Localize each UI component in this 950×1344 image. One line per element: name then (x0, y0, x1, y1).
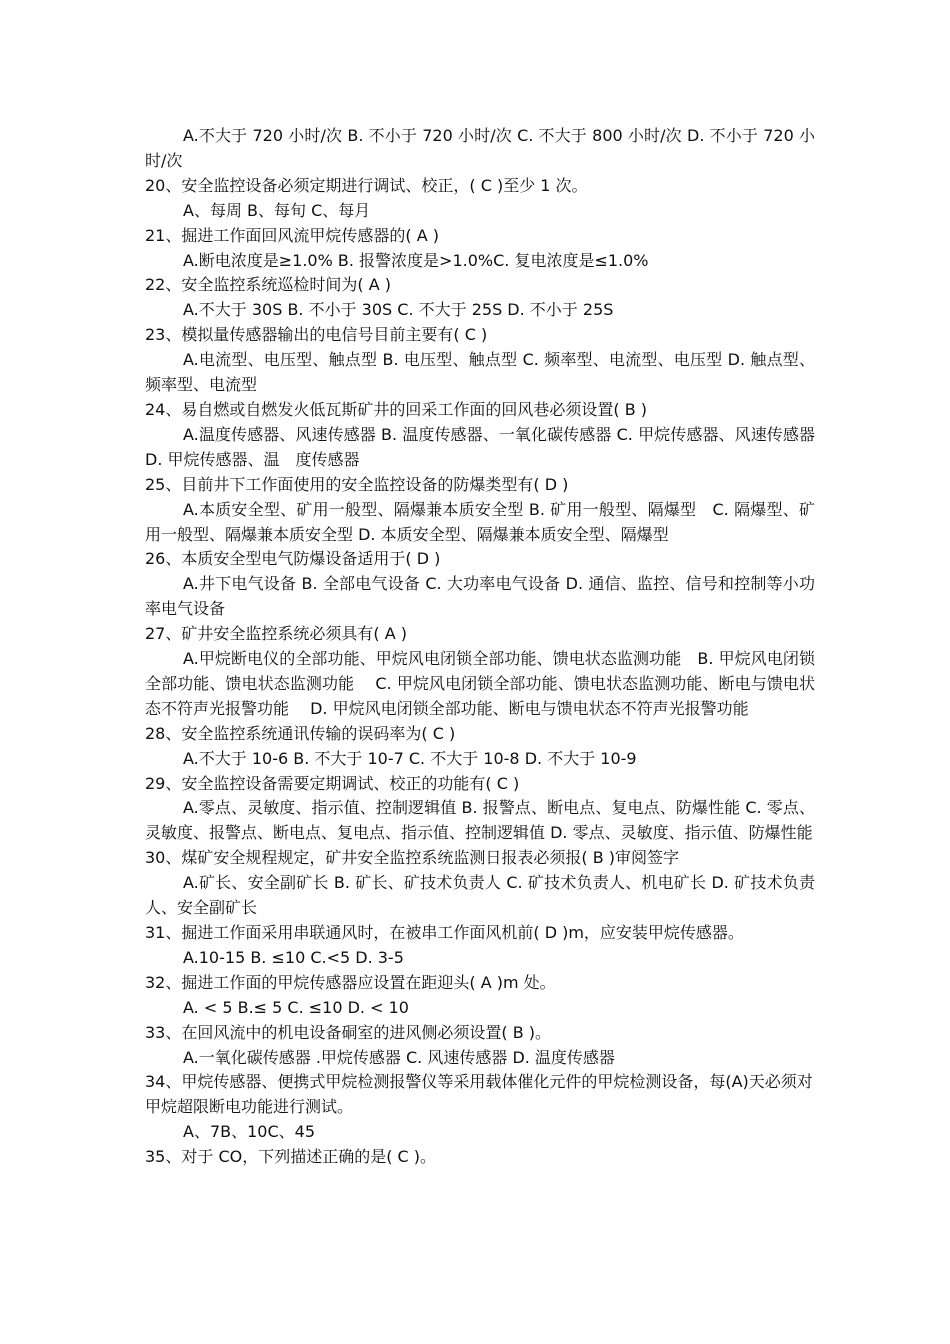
answer-options: A.不大于 720 小时/次 B. 不小于 720 小时/次 C. 不大于 800 小时/次 D. 不小于 720 小时/次 (145, 126, 815, 170)
answer-options: A.温度传感器、风速传感器 B. 温度传感器、一氧化碳传感器 C. 甲烷传感器、风速传感器 D. 甲烷传感器、温 度传感器 (145, 424, 815, 469)
question-29: 29、安全监控设备需要定期调试、校正的功能有( C ) (145, 773, 520, 793)
answer-options: A.不大于 30S B. 不小于 30S C. 不大于 25S D. 不小于 25S (183, 300, 614, 320)
question-31: 31、掘进工作面采用串联通风时，在被串工作面风机前( D )m，应安装甲烷传感器。 (145, 923, 744, 942)
answer-options: A.电流型、电压型、触点型 B. 电压型、触点型 C. 频率型、电流型、电压型 D. 触点型、频率型、电流型 (145, 350, 815, 395)
answer-options: A、每周 B、每旬 C、每月 (183, 200, 371, 220)
answer-options: A.断电浓度是≥1.0% B. 报警浓度是>1.0%C. 复电浓度是≤1.0% (183, 250, 649, 270)
question-24: 24、易自燃或自燃发火低瓦斯矿井的回采工作面的回风巷必须设置( B ) (145, 399, 647, 419)
question-26: 26、本质安全型电气防爆设备适用于( D ) (145, 549, 441, 569)
question-28: 28、安全监控系统通讯传输的误码率为( C ) (145, 723, 456, 743)
question-25: 25、目前井下工作面使用的安全监控设备的防爆类型有( D ) (145, 474, 569, 494)
answer-options: A、7B、10C、45 (183, 1122, 315, 1142)
question-30: 30、煤矿安全规程规定，矿井安全监控系统监测日报表必须报( B )审阅签字 (145, 848, 679, 868)
answer-options: A. < 5 B.≤ 5 C. ≤10 D. < 10 (183, 997, 409, 1017)
question-20: 20、安全监控设备必须定期进行调试、校正，( C )至少 1 次。 (145, 175, 588, 195)
answer-options: A.零点、灵敏度、指示值、控制逻辑值 B. 报警点、断电点、复电点、防爆性能 C. 零点、灵敏度、报警点、断电点、复电点、指示值、控制逻辑值 D. 零点、灵敏度、指示值、防爆性能 (145, 798, 815, 843)
answer-options: A.10-15 B. ≤10 C.<5 D. 3-5 (183, 947, 404, 967)
answer-options: A.井下电气设备 B. 全部电气设备 C. 大功率电气设备 D. 通信、监控、信号和控制等小功率电气设备 (145, 574, 815, 619)
question-23: 23、模拟量传感器输出的电信号目前主要有( C ) (145, 325, 488, 345)
question-21: 21、掘进工作面回风流甲烷传感器的( A ) (145, 225, 439, 245)
document-body (145, 124, 815, 1170)
answer-options: A.不大于 10-6 B. 不大于 10-7 C. 不大于 10-8 D. 不大于 10-9 (183, 748, 637, 768)
answer-options: A.矿长、安全副矿长 B. 矿长、矿技术负责人 C. 矿技术负责人、机电矿长 D. 矿技术负责人、安全副矿长 (145, 873, 815, 918)
answer-options: A.甲烷断电仪的全部功能、甲烷风电闭锁全部功能、馈电状态监测功能 B. 甲烷风电闭锁全部功能、馈电状态监测功能 C. 甲烷风电闭锁全部功能、馈电状态监测功能、断电与馈电状态不符声光报警功能 D. 甲烷风电闭锁全部功能、断电与馈电状态不符声光报警功能 (145, 649, 815, 718)
question-33: 33、在回风流中的机电设备硐室的进风侧必须设置( B )。 (145, 1022, 551, 1042)
question-32: 32、掘进工作面的甲烷传感器应设置在距迎头( A )m 处。 (145, 972, 556, 992)
answer-options: A.本质安全型、矿用一般型、隔爆兼本质安全型 B. 矿用一般型、隔爆型 C. 隔爆型、矿用一般型、隔爆兼本质安全型 D. 本质安全型、隔爆兼本质安全型、隔爆型 (145, 499, 815, 544)
question-35: 35、对于 CO，下列描述正确的是( C )。 (145, 1147, 437, 1167)
question-34: 34、甲烷传感器、便携式甲烷检测报警仪等采用载体催化元件的甲烷检测设备，每(A)天必须对甲烷超限断电功能进行测试。 (145, 1072, 813, 1117)
question-27: 27、矿井安全监控系统必须具有( A ) (145, 624, 407, 644)
question-22: 22、安全监控系统巡检时间为( A ) (145, 275, 391, 295)
answer-options: A.一氧化碳传感器 .甲烷传感器 C. 风速传感器 D. 温度传感器 (183, 1047, 615, 1067)
